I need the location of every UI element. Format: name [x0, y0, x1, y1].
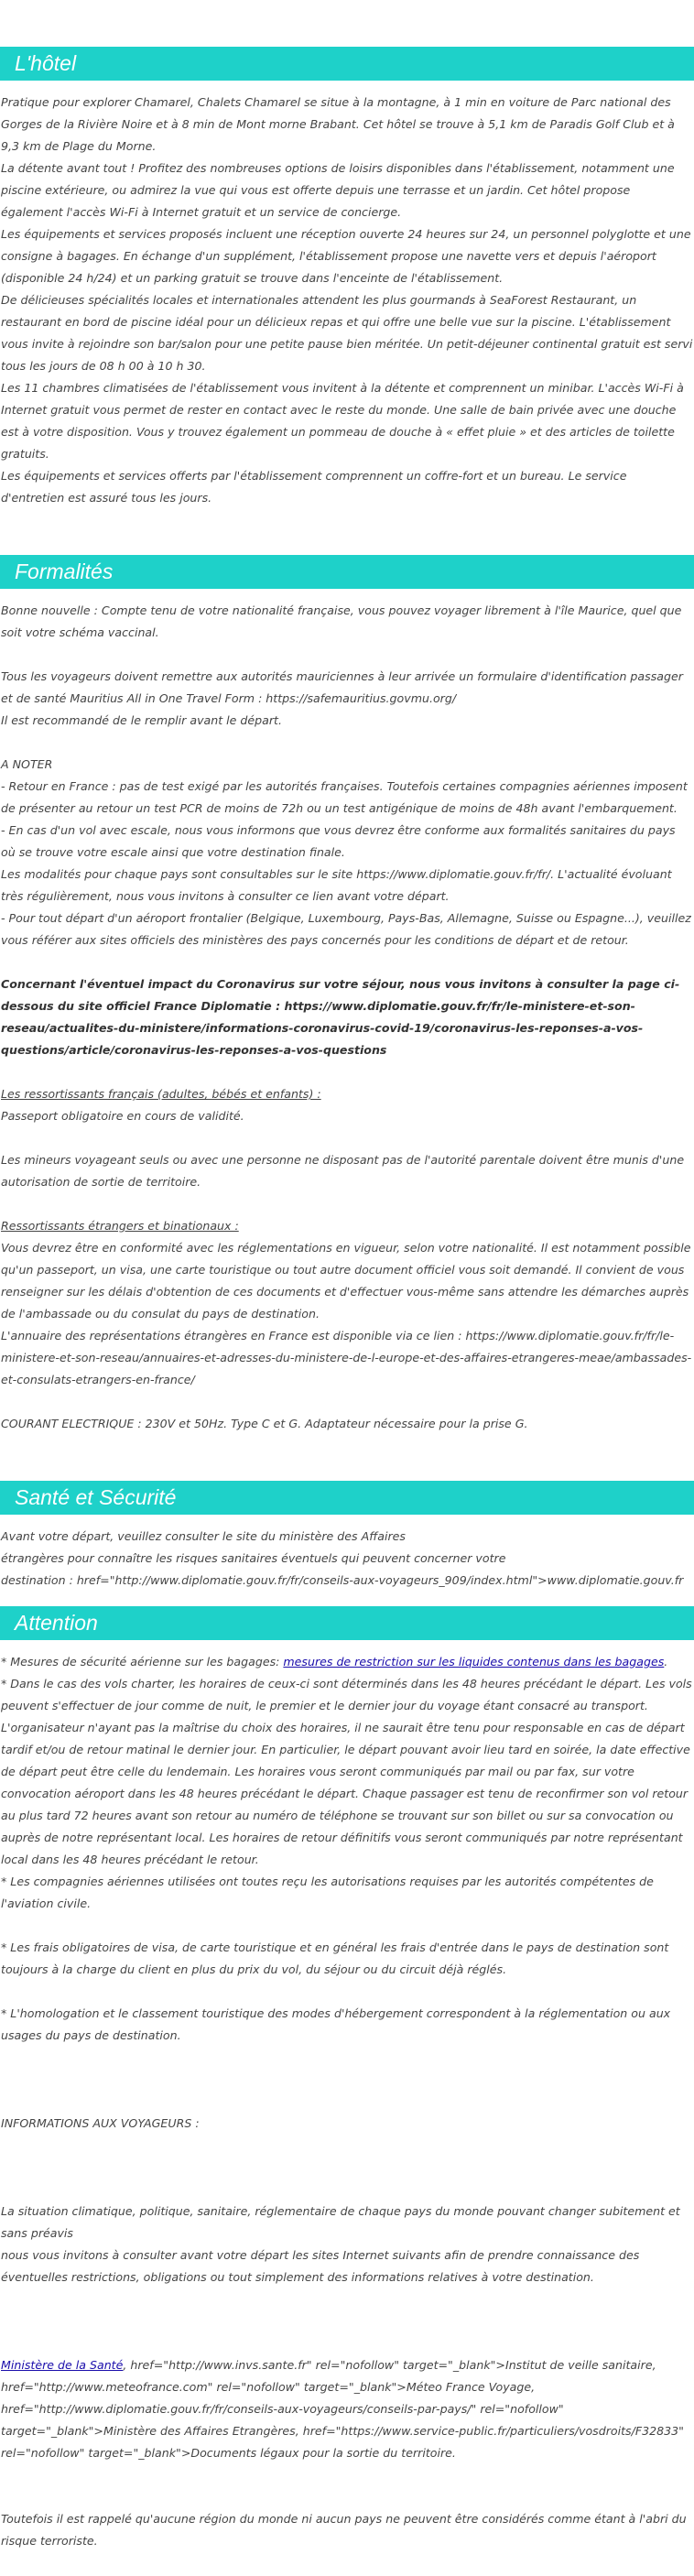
attention-links-line: [1, 2354, 693, 2464]
attention-links-rest: , href="http://www.invs.sante.fr" rel="nofollow" target="_blank">Institut de veille sanitaire, href="http://www.meteofrance.com" rel="nofollow" target="_blank">Méteo France Voyage, href="http://www.diplomatie.gouv.fr/fr/conseils-aux-voyageurs/conseils-par-pays/" rel="nofollow" target="_blank">Ministère des Affaires Etrangères, href="https://www.service-public.fr/particuliers/vosdroits/F32833" rel="nofollow" target="_blank">Documents légaux pour la sortie du territoire.: [1, 2358, 684, 2460]
attention-security-line: [1, 1651, 693, 1673]
section-header-formalites: Formalités: [0, 555, 694, 589]
formalites-passport-text: Passeport obligatoire en cours de validité.: [1, 1109, 244, 1123]
hotel-paragraph-5: Les 11 chambres climatisées de l'établissement vous invitent à la détente et comprennent un minibar. L'accès Wi-Fi à Internet gratuit vous permet de rester en contact avec le reste du monde. Une salle de bain privée avec une douche est à votre disposition. Vous y trouvez également un pommeau de douche à « effet pluie » et des articles de toilette gratuits.: [1, 381, 684, 461]
sante-content: [0, 1526, 694, 1592]
formalites-foreign-nationals-title: Ressortissants étrangers et binationaux :: [1, 1219, 239, 1233]
section-header-sante: Santé et Sécurité: [0, 1481, 694, 1515]
formalites-french-nationals-title: Les ressortissants français (adultes, bébés et enfants) :: [1, 1087, 321, 1101]
formalites-foreign-text: Vous devrez être en conformité avec les réglementations en vigueur, selon votre nationalité. Il est notamment possible qu'un passeport, un visa, une carte touristique ou tout autre document officiel vous soit demandé. Il convient de vous renseigner sur les délais d'obtention de ces documents et d'effectuer vous-même sans attendre les démarches auprès de l'ambassade ou du consulat du pays de destination.: [1, 1241, 691, 1321]
sante-line-2: étrangères pour connaître les risques sanitaires éventuels qui peuvent concerner votre: [1, 1551, 506, 1565]
attention-climate-1: La situation climatique, politique, sanitaire, réglementaire de chaque pays du monde pouvant changer subitement et sans préavis: [1, 2204, 680, 2240]
hotel-paragraph-2: La détente avant tout ! Profitez des nombreuses options de loisirs disponibles dans l'établissement, notamment une piscine extérieure, ou admirez la vue qui vous est offerte depuis une terrasse et un jardin. Cet hôtel propose également l'accès Wi-Fi à Internet gratuit et un service de concierge.: [1, 161, 675, 219]
sante-line-1: Avant votre départ, veuillez consulter le site du ministère des Affaires: [1, 1529, 406, 1543]
hotel-paragraph-1: Pratique pour explorer Chamarel, Chalets Chamarel se situe à la montagne, à 1 min en voiture de Parc national des Gorges de la Rivière Noire et à 8 min de Mont morne Brabant. Cet hôtel se trouve à 5,1 km de Paradis Golf Club et à 9,3 km de Plage du Morne.: [1, 95, 675, 153]
formalites-note-3: Les modalités pour chaque pays sont consultables sur le site https://www.diplomatie.gouv.fr/fr/. L'actualité évoluant très régulièrement, nous vous invitons à consulter ce lien avant votre départ.: [1, 867, 672, 903]
ministry-health-link[interactable]: Ministère de la Santé: [1, 2358, 124, 2372]
attention-homologation-text: * L'homologation et le classement touristique des modes d'hébergement correspondent à la réglementation ou aux usages du pays de destination.: [1, 2006, 671, 2042]
formalites-note-2: - En cas d'un vol avec escale, nous vous informons que vous devrez être conforme aux formalités sanitaires du pays où se trouve votre escale ainsi que votre destination finale.: [1, 823, 676, 859]
formalites-electric-text: COURANT ELECTRIQUE : 230V et 50Hz. Type C et G. Adaptateur nécessaire pour la prise G.: [1, 1417, 528, 1430]
hotel-paragraph-6: Les équipements et services offerts par l'établissement comprennent un coffre-fort et un bureau. Le service d'entretien est assuré tous les jours.: [1, 469, 627, 505]
attention-info-title: INFORMATIONS AUX VOYAGEURS :: [1, 2116, 200, 2130]
formalites-note-4: - Pour tout départ d'un aéroport frontalier (Belgique, Luxembourg, Pays-Bas, Allemagne, Suisse ou Espagne...), veuillez vous référer aux sites officiels des ministères des pays concernés pour les conditions de départ et de retour.: [1, 911, 691, 947]
attention-security-prefix: * Mesures de sécurité aérienne sur les bagages:: [1, 1655, 284, 1668]
hotel-description: [0, 92, 694, 509]
formalites-content: [0, 600, 694, 1435]
formalites-note-1: - Retour en France : pas de test exigé par les autorités françaises. Toutefois certaines compagnies aériennes imposent de présenter au retour un test PCR de moins de 72h ou un test antigénique de moins de 48h avant l'embarquement.: [1, 779, 688, 815]
sante-line-3: destination : href="http://www.diplomatie.gouv.fr/fr/conseils-aux-voyageurs_909/index.html">www.diplomatie.gouv.fr: [1, 1573, 684, 1587]
attention-charter-text: * Dans le cas des vols charter, les horaires de ceux-ci sont déterminés dans les 48 heures précédant le départ. Les vols peuvent s'effectuer de jour comme de nuit, le premier et le dernier jour du voyage étant consacré au transport. L'organisateur n'ayant pas la maîtrise du choix des horaires, il ne saurait être tenu pour responsable en cas de départ tardif et/ou de retour matinal le dernier jour. En particulier, le départ pouvant avoir lieu tard en soirée, la date effective de départ peut être celle du lendemain. Les horaires vous seront communiqués par mail ou par fax, sur votre convocation aéroport dans les 48 heures précédant le départ. Chaque passager est tenu de reconfirmer son vol retour au plus tard 72 heures avant son retour au numéro de téléphone se trouvant sur son billet ou sur sa convocation ou auprès de notre représentant local. Les horaires de retour définitifs vous seront communiqués par notre représentant local dans les 48 heures précédant le retour.: [1, 1677, 692, 1866]
hotel-paragraph-4: De délicieuses spécialités locales et internationales attendent les plus gourmands à SeaForest Restaurant, un restaurant en bord de piscine idéal pour un délicieux repas et qui offre une belle vue sur la piscine. L'établissement vous invite à rejoindre son bar/salon pour une petite pause bien méritée. Un petit-déjeuner continental gratuit est servi tous les jours de 08 h 00 à 10 h 30.: [1, 293, 693, 373]
liquid-restrictions-link[interactable]: mesures de restriction sur les liquides contenus dans les bagages: [283, 1655, 665, 1668]
section-header-hotel: L'hôtel: [0, 47, 694, 81]
attention-content: [0, 1651, 694, 2552]
formalites-covid-notice: Concernant l'éventuel impact du Coronavirus sur votre séjour, nous vous invitons à consulter la page ci-dessous du site officiel France Diplomatie : https://www.diplomatie.gouv.fr/fr/le-ministere-et-son-reseau/actualites-du-ministere/informations-coronavirus-covid-19/coronavirus-les-reponses-a-vos-questions/article/coronavirus-les-reponses-a-vos-questions: [1, 977, 680, 1057]
attention-security-suffix: .: [664, 1655, 668, 1668]
formalites-travellers-form: Tous les voyageurs doivent remettre aux autorités mauriciennes à leur arrivée un formulaire d'identification passager et de santé Mauritius All in One Travel Form : https://safemauritius.govmu.org/: [1, 669, 683, 705]
formalites-note-title: A NOTER: [1, 757, 53, 771]
section-header-attention: Attention: [0, 1606, 694, 1640]
formalites-minors-text: Les mineurs voyageant seuls ou avec une personne ne disposant pas de l'autorité parentale doivent être munis d'une autorisation de sortie de territoire.: [1, 1153, 685, 1189]
hotel-paragraph-3: Les équipements et services proposés incluent une réception ouverte 24 heures sur 24, un personnel polyglotte et une consigne à bagages. En échange d'un supplément, l'établissement propose une navette vers et depuis l'aéroport (disponible 24 h/24) et un parking gratuit se trouve dans l'enceinte de l'établissement.: [1, 227, 691, 285]
formalites-travellers-recommendation: Il est recommandé de le remplir avant le départ.: [1, 713, 282, 727]
attention-terror-text: Toutefois il est rappelé qu'aucune région du monde ni aucun pays ne peuvent être considérés comme étant à l'abri du risque terroriste.: [1, 2512, 687, 2548]
attention-climate-2: nous vous invitons à consulter avant votre départ les sites Internet suivants afin de prendre connaissance des éventuelles restrictions, obligations ou tout simplement des informations relatives à votre destination.: [1, 2248, 640, 2284]
formalites-intro: Bonne nouvelle : Compte tenu de votre nationalité française, vous pouvez voyager librement à l'île Maurice, quel que soit votre schéma vaccinal.: [1, 603, 682, 639]
formalites-annuaire-text: L'annuaire des représentations étrangères en France est disponible via ce lien : https://www.diplomatie.gouv.fr/fr/le-ministere-et-son-reseau/annuaires-et-adresses-du-ministere-de-l-europe-et-des-affaires-etrangeres-meae/ambassades-et-consulats-etrangers-en-france/: [1, 1329, 692, 1386]
attention-fees-text: * Les frais obligatoires de visa, de carte touristique et en général les frais d'entrée dans le pays de destination sont toujours à la charge du client en plus du prix du vol, du séjour ou du circuit déjà réglés.: [1, 1940, 669, 1976]
attention-airlines-text: * Les compagnies aériennes utilisées ont toutes reçu les autorisations requises par les autorités compétentes de l'aviation civile.: [1, 1875, 654, 1910]
